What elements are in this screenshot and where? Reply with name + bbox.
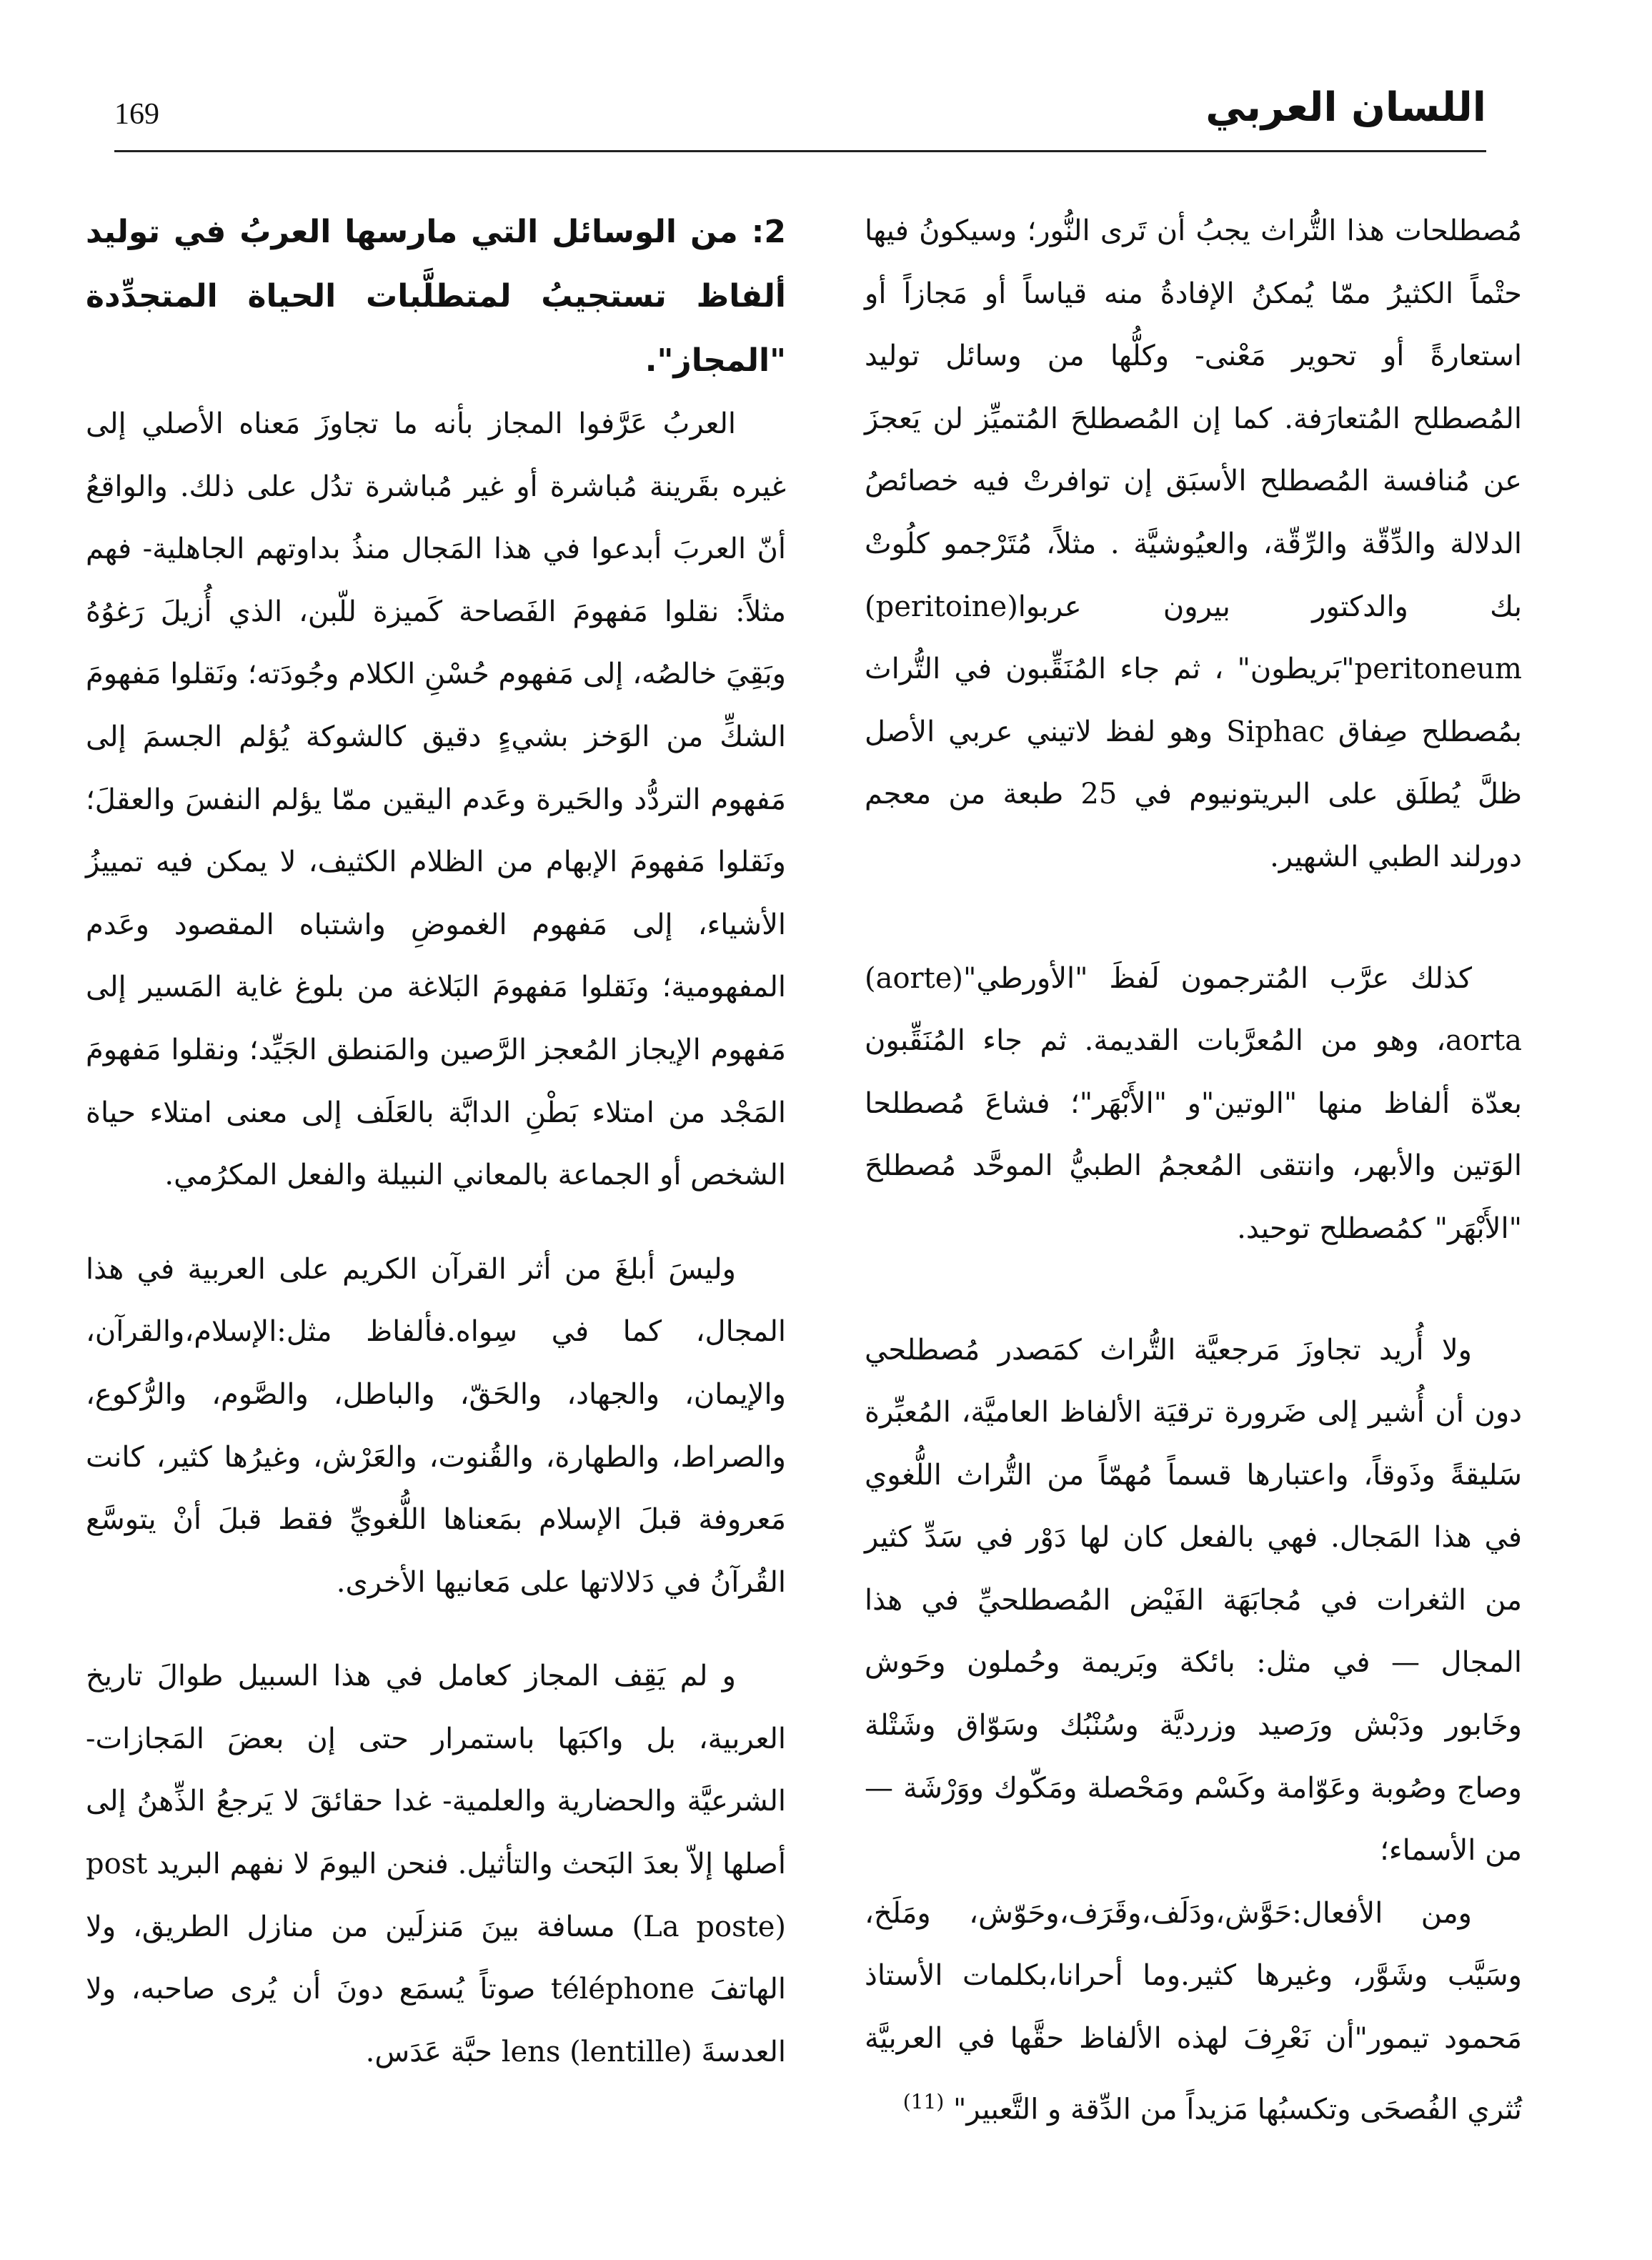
paragraph: كذلك عرَّب المُترجمون لَفظَ "الأورطي"(aorte) aorta، وهو من المُعرَّبات القديمة. ثم جاء المُنَقِّبون بعدّة ألفاظ منها "الوتين"و "الأَبْهَر"؛ فشاعَ مُصطلحا الوَتين والأبهر، وانتقى المُعجمُ الطبيُّ الموحَّد مُصطلحَ "الأَبْهَر" كمُصطلح توحيد. bbox=[865, 961, 1522, 1245]
left-column bbox=[86, 200, 786, 2083]
paragraph-text: ومن الأفعال:حَوَّش،ودَلَف،وقَرَف،وحَوّش، ومَلَخ، وسَيَّب وشَوَّر، وغيرها كثير.وما أحرانا،بكلمات الأستاذ مَحمود تيمور"أن نَعْرِفَ لهذه الألفاظ حقَّها في العربيَّة تُثري الفُصحَى وتكسبُها مَزيداً من الدِّقة و التَّعبير" bbox=[865, 1896, 1522, 2126]
header-divider bbox=[114, 150, 1486, 152]
paragraph-spacer bbox=[865, 889, 1522, 948]
paragraph: وليسَ أبلغَ من أثر القرآن الكريم على العربية في هذا المجال، كما في سِواه.فألفاظ مثل:الإسلام،والقرآن، والإيمان، والجهاد، والحَقّ، والباطل، والصَّوم، والرُّكوع، والصراط، والطهارة، والقُنوت، والعَرْش، وغيرُها كثير، كانت مَعروفة قبلَ الإسلام بمَعناها اللُّغويِّ فقط قبلَ أنْ يتوسَّع القُرآنُ في دَلالاتها على مَعانيها الأخرى. bbox=[86, 1252, 786, 1599]
footnote-ref: (11) bbox=[902, 2089, 945, 2113]
page-number: 169 bbox=[114, 98, 159, 131]
journal-logo: اللسان العربي bbox=[1205, 84, 1486, 131]
paragraph-spacer bbox=[865, 1261, 1522, 1319]
right-column bbox=[865, 200, 1522, 2141]
paragraph: مُصطلحات هذا التُّراث يجبُ أن تَرى النُّور؛ وسيكونُ فيها حتْماً الكثيرُ ممّا يُمكنُ الإفادةُ منه قياساً أو مَجازاً أو استعارةً أو تحوير مَعْنى- وكلُّها من وسائل توليد المُصطلح المُتعارَفة. كما إن المُصطلحَ المُتميِّز لن يَعجزَ عن مُنافسة المُصطلح الأسبَق إن توافرتْ فيه خصائصُ الدلالة والدِّقّة والرِّقّة، والعيُوشيَّة . مثلاً، مُتَرْجمو كلُوتْ بك والدكتور بيرون عربوا(peritoine) peritoneum"بَريطون" ، ثم جاء المُنَقِّبون في التُّراث بمُصطلح صِفاق Siphac وهو لفظ لاتيني عربي الأصل ظلَّ يُطلَق على البريتونيوم في 25 طبعة من معجم دورلند الطبي الشهير. bbox=[865, 214, 1523, 873]
paragraph: ولا أُريد تجاوزَ مَرجعيَّة التُّراث كمَصدر مُصطلحي دون أن أُشير إلى ضَرورة ترقيَة الألفاظ العاميَّة، المُعبِّرة سَليقةً وذَوقاً، واعتبارها قسماً مُهمّاً من التُّراث اللُّغوي في هذا المَجال. فهي بالفعل كان لها دَوْر في سَدِّ كثير من الثغرات في مُجابَهَة الفَيْض المُصطلحيِّ في هذا المجال — في مثل: بائكة وبَريمة وحُملون وحَوش وخَابور ودَبْش ورَصيد وزرديَّة وسُنْبُك وسَوّاق وشَتْلة وصاج وصُوبة وعَوّامة وكَسْم ومَحْصلة ومَكّوك ووَرْشَة — من الأسماء؛ bbox=[865, 1333, 1522, 1868]
section-heading: 2: من الوسائل التي مارسها العربُ في توليد ألفاظ تستجيبُ لمتطلَّبات الحياة المتجدِّدة "المجاز". bbox=[86, 214, 786, 379]
paragraph: العربُ عَرَّفوا المجاز بأنه ما تجاوزَ مَعناه الأصلي إلى غيره بقَرينة مُباشرة أو غير مُباشرة تدُل على ذلك. والواقعُ أنّ العربَ أبدعوا في هذا المَجال منذُ بداوتهم الجاهلية- فهم مثلاً: نقلوا مَفهومَ الفَصاحة كَميزة للّبن، الذي أُزيلَ رَغوُهُ وبَقِيَ خالصُه، إلى مَفهوم حُسْنِ الكلام وجُودَته؛ ونَقلوا مَفهومَ الشكِّ من الوَخز بشيءٍ دقيق كالشوكة يُؤلم الجسمَ إلى مَفهوم التردُّد والحَيرة وعَدم اليقين ممّا يؤلم النفسَ والعقلَ؛ ونَقلوا مَفهومَ الإبهام من الظلام الكثيف، لا يمكن فيه تمييزُ الأشياء، إلى مَفهوم الغموضِ واشتباه المقصود وعَدم المفهومية؛ ونَقلوا مَفهومَ البَلاغة من بلوغ غاية المَسير إلى مَفهوم الإيجاز المُعجز الرَّصين والمَنطق الجَيِّد؛ ونقلوا مَفهومَ المَجْد من امتلاء بَطْنِ الدابَّة بالعَلَف إلى معنى امتلاء حياة الشخص أو الجماعة بالمعاني النبيلة والفعل المكرُمي. bbox=[86, 407, 787, 1192]
paragraph-spacer bbox=[86, 1614, 786, 1645]
paragraph-spacer bbox=[86, 1207, 786, 1239]
paragraph: و لم يَقِف المجاز كعامل في هذا السبيل طوالَ تاريخ العربية، بل واكبَها باستمرار حتى إن بعضَ المَجازات- الشرعيَّة والحضارية والعلمية- غدا حقائقَ لا يَرجعُ الذِّهنُ إلى أصلها إلاّ بعدَ البَحث والتأثيل. فنحن اليومَ لا نفهم البريد post (La poste) مسافة بينَ مَنزلَين من منازل الطريق، ولا الهاتفَ téléphone صوتاً يُسمَع دونَ أن يُرى صاحبه، ولا العدسةَ lens (lentille) حبَّة عَدَس. bbox=[86, 1660, 786, 2068]
page-header bbox=[114, 84, 1486, 149]
paragraph bbox=[865, 1883, 1522, 2141]
